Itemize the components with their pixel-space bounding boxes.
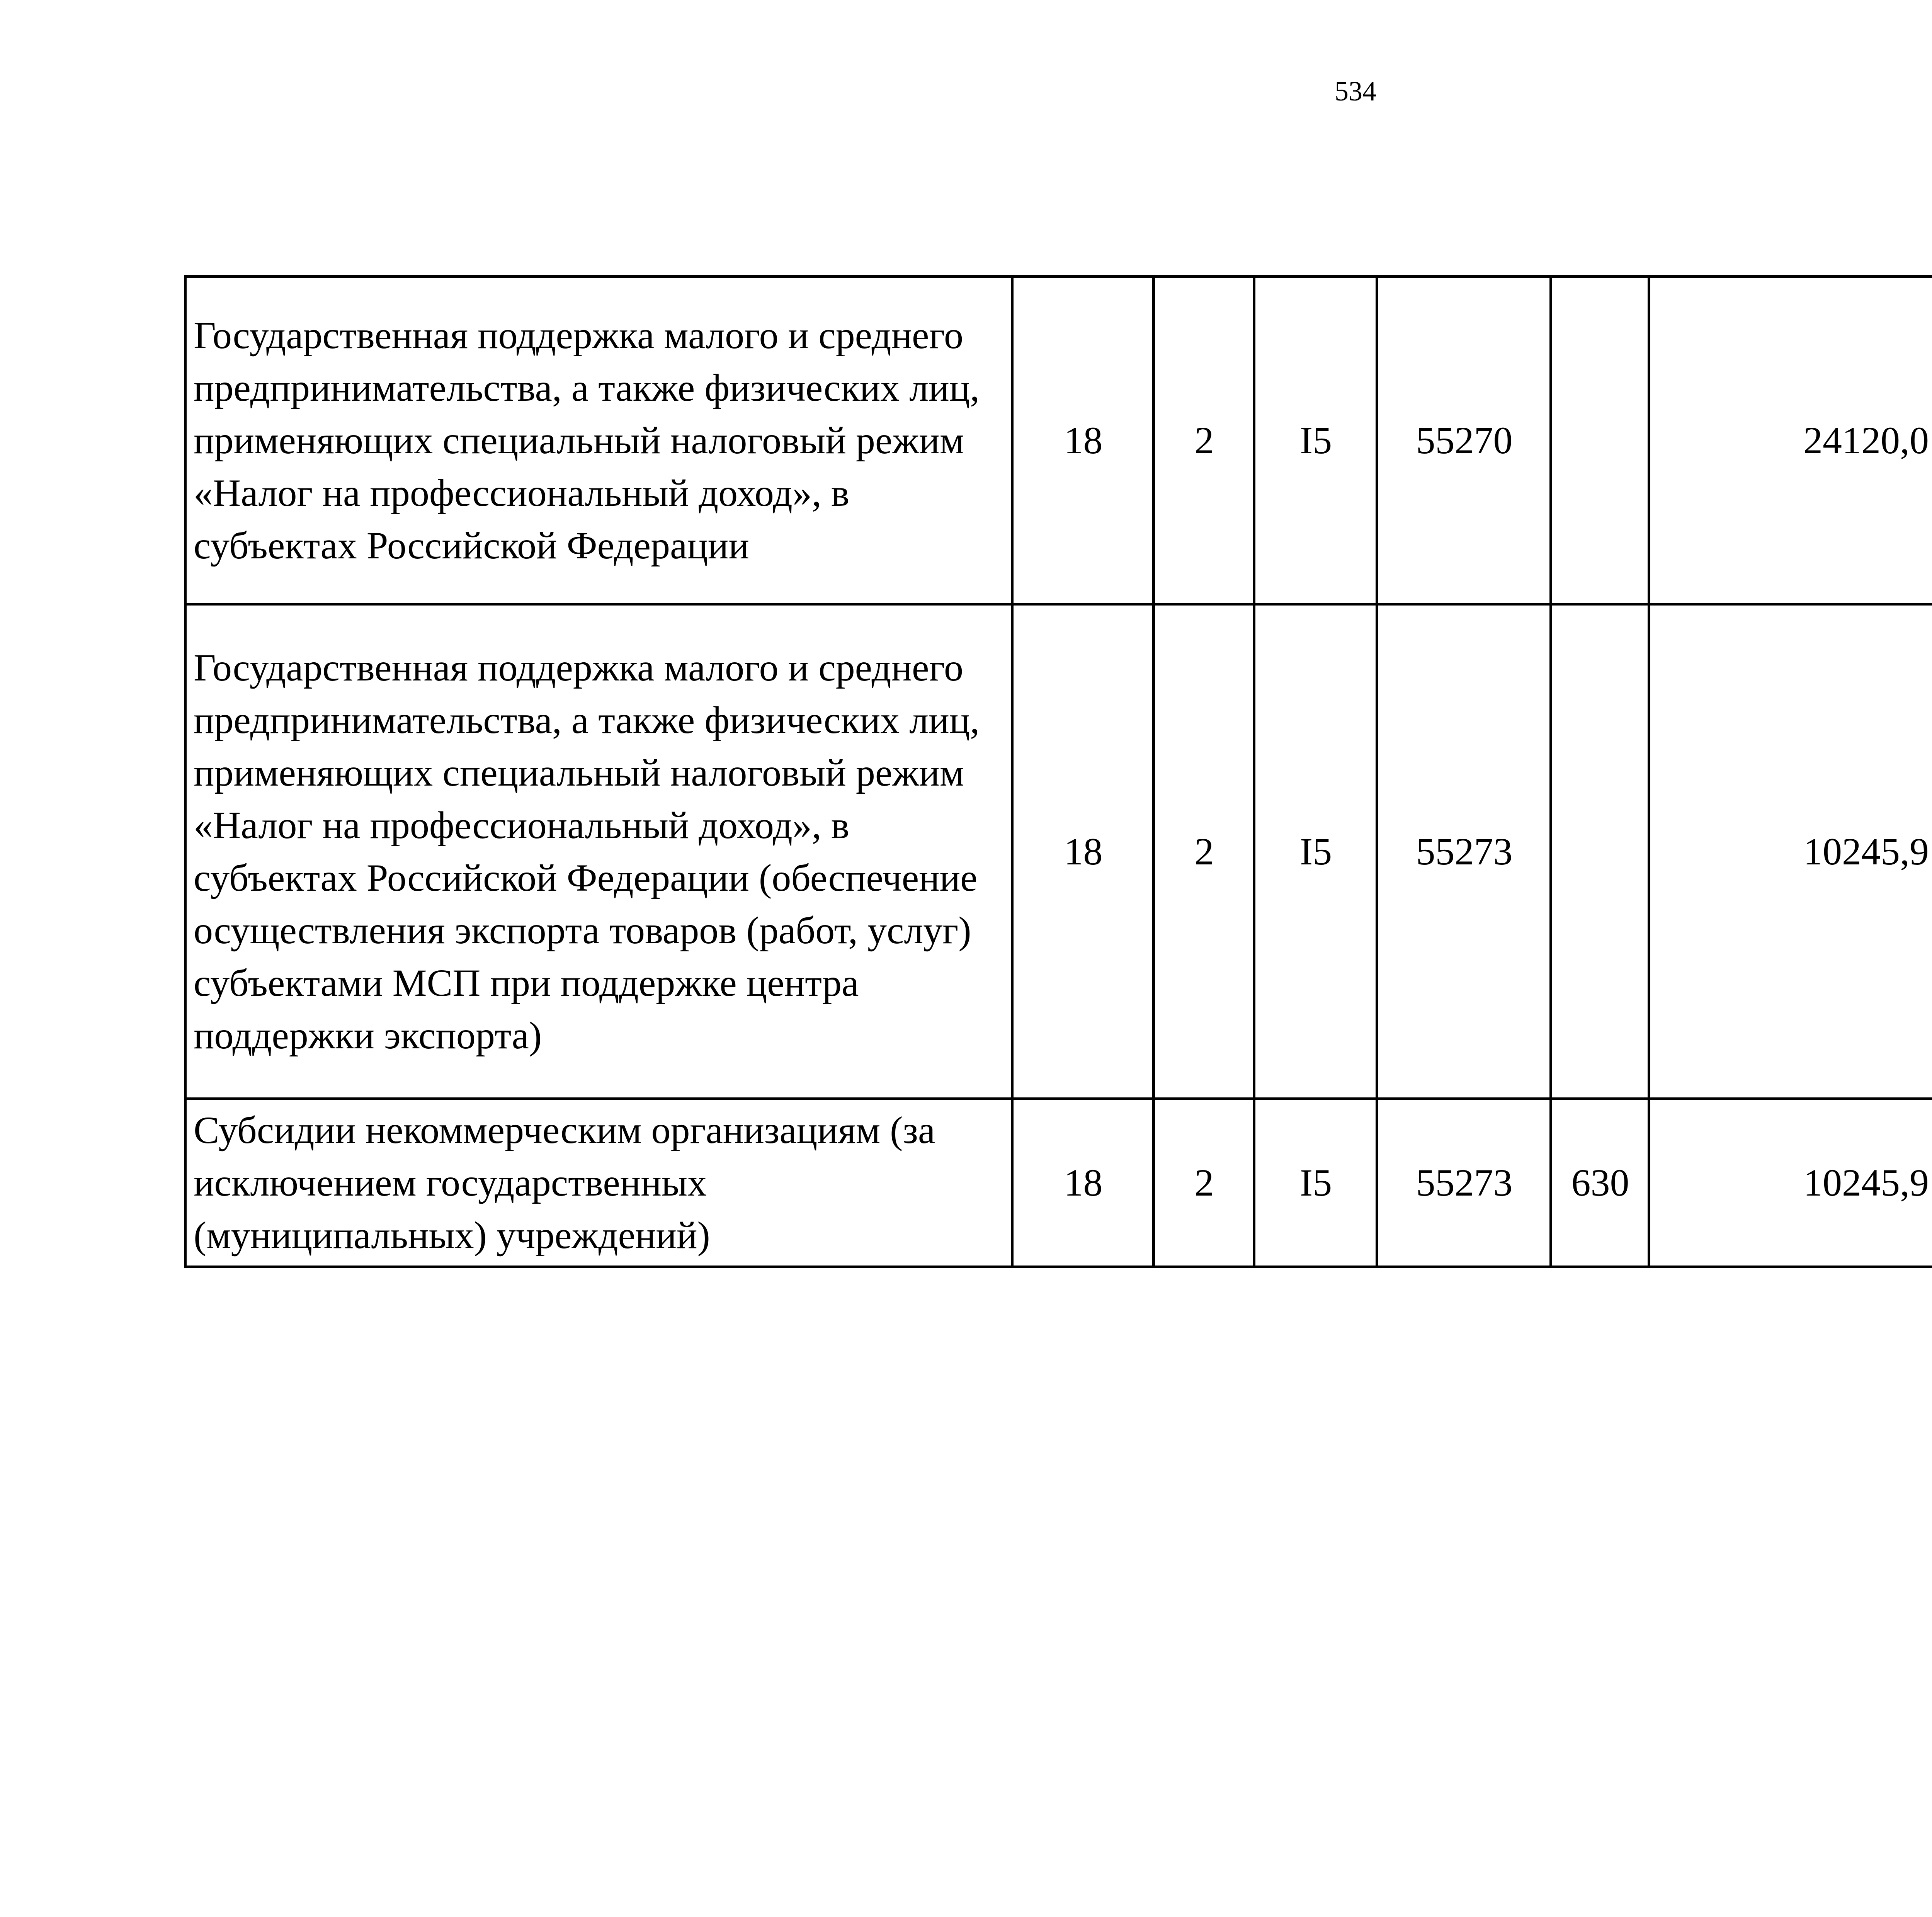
article-code-cell: 55273 — [1377, 1099, 1551, 1267]
subsection-code-cell: I5 — [1254, 604, 1377, 1099]
section-code-cell: 2 — [1154, 277, 1254, 604]
budget-table — [184, 275, 1932, 1268]
expense-type-cell: 630 — [1551, 1099, 1649, 1267]
amount-1-cell: 10245,9 — [1649, 604, 1932, 1099]
table-row — [185, 604, 1932, 1099]
table-row — [185, 277, 1932, 604]
section-code-cell: 2 — [1154, 1099, 1254, 1267]
subsection-code-cell: I5 — [1254, 1099, 1377, 1267]
subsection-code-cell: I5 — [1254, 277, 1377, 604]
amount-1-cell: 10245,9 — [1649, 1099, 1932, 1267]
expense-type-cell — [1551, 604, 1649, 1099]
ministry-code-cell: 18 — [1012, 1099, 1154, 1267]
row-name-cell: Государственная поддержка малого и среднего предпринимательства, а также физических лиц, применяющих специальный налоговый режим «Налог на профессиональный доход», в субъектах Российской Федерации — [185, 277, 1012, 604]
article-code-cell: 55270 — [1377, 277, 1551, 604]
section-code-cell: 2 — [1154, 604, 1254, 1099]
article-code-cell: 55273 — [1377, 604, 1551, 1099]
row-name-cell: Государственная поддержка малого и среднего предпринимательства, а также физических лиц, применяющих специальный налоговый режим «Налог на профессиональный доход», в субъектах Российской Федерации (обеспечение осуществления экспорта товаров (работ, услуг) субъектами МСП при поддержке центра поддержки экспорта) — [185, 604, 1012, 1099]
amount-1-cell: 24120,0 — [1649, 277, 1932, 604]
page-number: 534 — [1335, 76, 1376, 107]
ministry-code-cell: 18 — [1012, 277, 1154, 604]
row-name-cell: Субсидии некоммерческим организациям (за исключением государственных (муниципальных) учреждений) — [185, 1099, 1012, 1267]
ministry-code-cell: 18 — [1012, 604, 1154, 1099]
expense-type-cell — [1551, 277, 1649, 604]
table-row — [185, 1099, 1932, 1267]
